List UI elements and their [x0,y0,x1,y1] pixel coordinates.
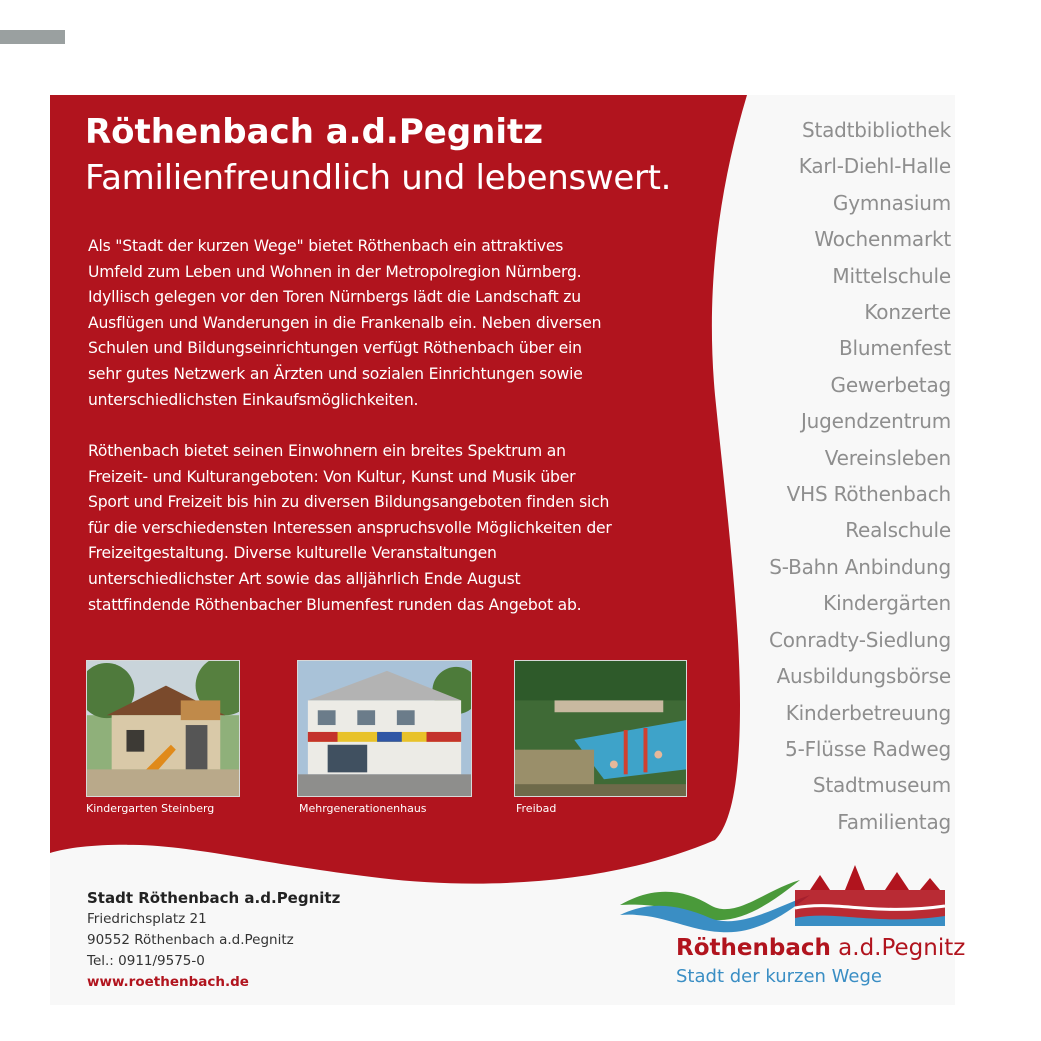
keyword-item: Stadtmuseum [812,773,951,798]
photo-mehrgenerationenhaus [297,660,472,797]
keyword-item: Vereinsleben [824,445,951,470]
keyword-item: Conradty-Siedlung [768,627,951,652]
photo-caption: Mehrgenerationenhaus [299,802,427,815]
keyword-item: Realschule [845,518,951,543]
logo-name-bold: Röthenbach [676,935,831,961]
keyword-item: Gymnasium [832,190,951,215]
photo-freibad [514,660,687,797]
intro-line: Umfeld zum Leben und Wohnen in der Metropolregion Nürnberg. [88,262,582,281]
intro-line: für die verschiedensten Interessen anspruchsvolle Möglichkeiten der [88,518,612,537]
keyword-item: Kinderbetreuung [785,700,951,725]
address-block [87,888,340,993]
keyword-item: Kindergärten [823,591,951,616]
website-link[interactable]: www.roethenbach.de [87,974,249,990]
address-phone: Tel.: 0911/9575-0 [87,953,205,969]
keyword-item: S-Bahn Anbindung [769,554,951,579]
intro-line: stattfindende Röthenbacher Blumenfest runden das Angebot ab. [88,595,582,614]
page-subtitle: Familienfreundlich und lebenswert. [85,158,672,198]
logo-slogan: Stadt der kurzen Wege [676,966,882,987]
photo-kindergarten [86,660,240,797]
page-title: Röthenbach a.d.Pegnitz [85,112,544,152]
photo-caption: Kindergarten Steinberg [86,802,215,815]
corner-bar [0,30,65,44]
keyword-item: 5-Flüsse Radweg [785,736,951,761]
keyword-item: Stadtbibliothek [801,118,951,142]
keyword-item: Ausbildungsbörse [776,664,951,689]
address-org: Stadt Röthenbach a.d.Pegnitz [87,889,341,907]
intro-line: Ausflügen und Wanderungen in die Frankenalb ein. Neben diversen [88,313,602,332]
intro-line: sehr gutes Netzwerk an Ärzten und sozialen Einrichtungen sowie [88,364,583,383]
address-street: Friedrichsplatz 21 [87,911,207,927]
logo-wordmark [676,935,965,961]
city-logo-graphic [615,860,960,935]
intro-line: Als "Stadt der kurzen Wege" bietet Röthenbach ein attraktives [88,237,564,255]
intro-paragraph-2 [88,439,708,618]
intro-line: unterschiedlichsten Einkaufsmöglichkeiten. [88,390,419,409]
keyword-item: Konzerte [864,300,951,325]
logo-name-rest: a.d.Pegnitz [830,935,966,961]
intro-line: unterschiedlichster Art sowie das alljährlich Ende August [88,569,521,588]
keyword-item: Gewerbetag [830,372,951,397]
keyword-item: Mittelschule [832,263,951,288]
address-city: 90552 Röthenbach a.d.Pegnitz [87,932,294,948]
intro-line: Idyllisch gelegen vor den Toren Nürnbergs lädt die Landschaft zu [88,288,581,307]
intro-paragraph-1 [88,234,708,413]
photo-caption: Freibad [516,802,557,815]
keyword-item: Familientag [837,809,951,834]
keyword-item: Jugendzentrum [800,409,951,434]
keyword-list [769,112,951,840]
keyword-item: VHS Röthenbach [786,482,951,507]
intro-line: Freizeit- und Kulturangeboten: Von Kultur, Kunst und Musik über [88,467,576,486]
intro-line: Röthenbach bietet seinen Einwohnern ein breites Spektrum an [88,442,566,460]
intro-line: Sport und Freizeit bis hin zu diversen Bildungsangeboten finden sich [88,493,610,512]
keyword-item: Karl-Diehl-Halle [798,154,951,179]
keyword-item: Blumenfest [838,336,951,361]
intro-line: Freizeitgestaltung. Diverse kulturelle Veranstaltungen [88,544,497,563]
intro-line: Schulen und Bildungseinrichtungen verfügt Röthenbach über ein [88,339,582,358]
keyword-item: Wochenmarkt [814,227,951,252]
